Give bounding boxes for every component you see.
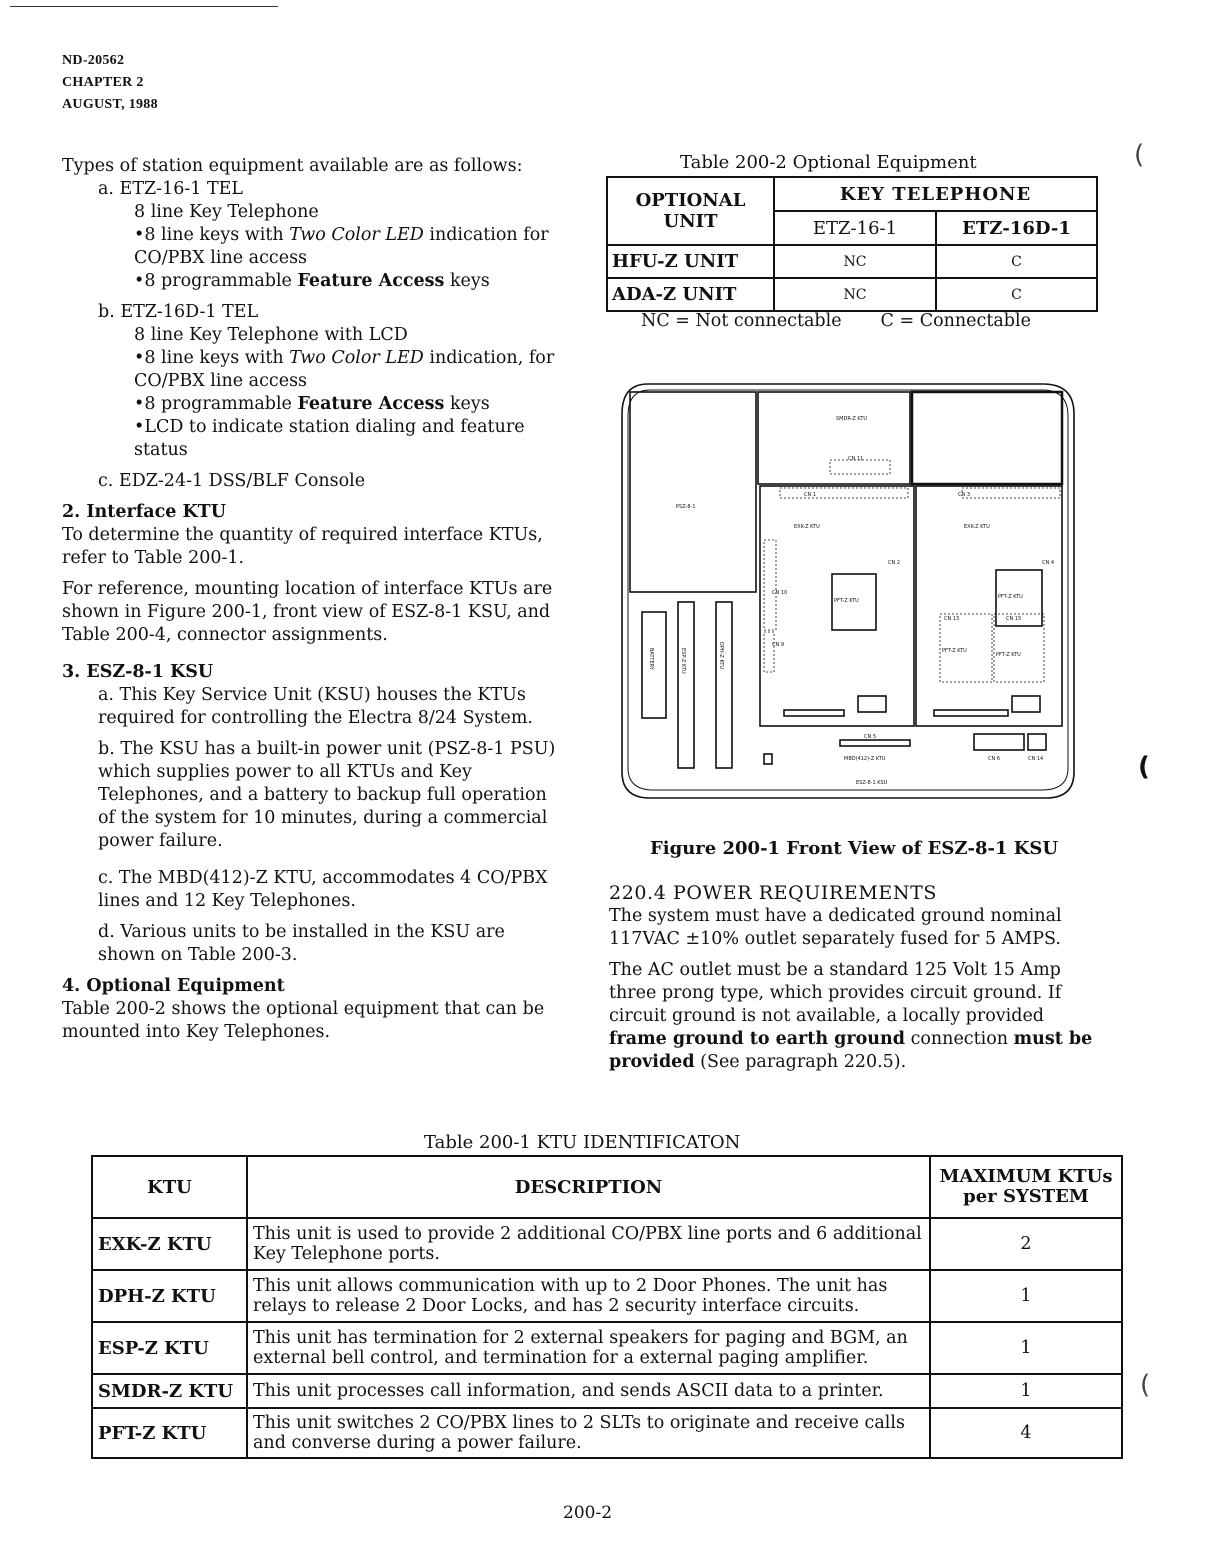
item-b-bullet1-cont: CO/PBX line access bbox=[134, 371, 308, 391]
label-cn5: CN 5 bbox=[864, 734, 877, 740]
row-description: This unit processes call information, and sends ASCII data to a printer. bbox=[247, 1374, 930, 1408]
item-a-bullet1-cont: CO/PBX line access bbox=[134, 248, 308, 268]
exk-right-box bbox=[916, 486, 1062, 726]
label-pft-center: PFT-Z KTU bbox=[834, 598, 859, 604]
section-2-title: 2. Interface KTU bbox=[62, 502, 226, 522]
small-connector-right bbox=[1012, 696, 1040, 712]
label-cn14: CN 14 bbox=[1028, 756, 1044, 762]
label-pft-right: PFT-Z KTU bbox=[998, 594, 1023, 600]
section-3-d: d. Various units to be installed in the KSU are shown on Table 200-3. bbox=[98, 922, 505, 965]
row-ktu: ESP-Z KTU bbox=[92, 1322, 247, 1374]
row-unit: HFU-Z UNIT bbox=[607, 245, 774, 278]
table-row bbox=[92, 1322, 1122, 1374]
head-ktu: KTU bbox=[92, 1156, 247, 1218]
table-row bbox=[92, 1270, 1122, 1322]
head-description: DESCRIPTION bbox=[247, 1156, 930, 1218]
label-smdr: SMDR-Z KTU bbox=[836, 416, 868, 422]
label-exk-right: EXK-Z KTU bbox=[964, 524, 990, 530]
head-etz-16d-1: ETZ-16D-1 bbox=[936, 211, 1097, 245]
power-requirements-title: 220.4 POWER REQUIREMENTS bbox=[609, 882, 938, 904]
label-esp: ESP-Z KTU bbox=[680, 648, 686, 674]
head-etz-16-1: ETZ-16-1 bbox=[774, 211, 936, 245]
row-max: 4 bbox=[930, 1408, 1122, 1458]
table-200-1-caption: Table 200-1 KTU IDENTIFICATON bbox=[424, 1132, 741, 1153]
row-value-1: NC bbox=[774, 245, 936, 278]
document-header bbox=[62, 50, 158, 116]
table-row bbox=[607, 245, 1097, 278]
bar-right bbox=[934, 710, 1008, 716]
label-psz: PSZ-8-1 bbox=[676, 504, 696, 510]
label-cn3: CN 3 bbox=[958, 492, 971, 498]
table-row bbox=[92, 1218, 1122, 1270]
row-ktu: EXK-Z KTU bbox=[92, 1218, 247, 1270]
label-cn9: CN 9 bbox=[772, 642, 785, 648]
row-ktu: DPH-Z KTU bbox=[92, 1270, 247, 1322]
chapter: CHAPTER 2 bbox=[62, 75, 144, 90]
row-value-2: C bbox=[936, 245, 1097, 278]
label-esz: ESZ-8-1 KSU bbox=[856, 780, 888, 786]
table-row bbox=[92, 1374, 1122, 1408]
section-3-c: c. The MBD(412)-Z KTU, accommodates 4 CO/PBX lines and 12 Key Telephones. bbox=[98, 868, 548, 911]
item-b-bullet1: •8 line keys with Two Color LED indication, for bbox=[134, 348, 555, 368]
right-column bbox=[609, 882, 1103, 1074]
power-para2: The AC outlet must be a standard 125 Volt 15 Amp three prong type, which provides circuit ground. If circuit ground is not available, a locally provided frame ground to earth ground connection must be provided (See paragraph 220.5). bbox=[609, 960, 1093, 1072]
section-4-title: 4. Optional Equipment bbox=[62, 976, 285, 996]
row-description: This unit is used to provide 2 additional CO/PBX line ports and 6 additional Key Telephone ports. bbox=[247, 1218, 930, 1270]
small-connector-left bbox=[858, 696, 886, 712]
label-cn11: CN 11 bbox=[848, 456, 864, 462]
row-value-2: C bbox=[936, 278, 1097, 311]
cn5-bar bbox=[840, 740, 910, 746]
label-cn13: CN 13 bbox=[944, 616, 960, 622]
row-max: 1 bbox=[930, 1270, 1122, 1322]
margin-mark: ( bbox=[1138, 752, 1150, 782]
row-description: This unit has termination for 2 external speakers for paging and BGM, an external bell control, and termination for a external paging amplifier. bbox=[247, 1322, 930, 1374]
top-rule bbox=[10, 6, 278, 7]
ktu-identification-table bbox=[91, 1155, 1123, 1459]
psu-box bbox=[630, 392, 756, 592]
date: AUGUST, 1988 bbox=[62, 97, 158, 112]
right-top-box bbox=[912, 392, 1062, 484]
item-c-title: c. EDZ-24-1 DSS/BLF Console bbox=[98, 471, 366, 491]
label-cn1: CN 1 bbox=[804, 492, 817, 498]
item-b-bullet3-cont: status bbox=[134, 440, 188, 460]
intro-text: Types of station equipment available are as follows: bbox=[62, 156, 523, 176]
row-description: This unit allows communication with up to 2 Door Phones. The unit has relays to release 2 Door Locks, and has 2 security interface circuits. bbox=[247, 1270, 930, 1322]
cn14-connector bbox=[1028, 734, 1046, 750]
table-row bbox=[607, 278, 1097, 311]
item-b-line1: 8 line Key Telephone with LCD bbox=[134, 325, 408, 345]
label-pft-b: PFT-Z KTU bbox=[996, 652, 1021, 658]
head-key-telephone: KEY TELEPHONE bbox=[774, 177, 1097, 211]
power-para1: The system must have a dedicated ground nominal 117VAC ±10% outlet separately fused for 5 AMPS. bbox=[609, 906, 1062, 949]
label-pft-a: PFT-Z KTU bbox=[942, 648, 967, 654]
figure-200-1-caption: Figure 200-1 Front View of ESZ-8-1 KSU bbox=[650, 838, 1059, 859]
esp-ktu-slot bbox=[678, 602, 694, 768]
table-row bbox=[92, 1408, 1122, 1458]
ksu-outline-outer bbox=[622, 384, 1074, 798]
label-cn6: CN 6 bbox=[988, 756, 1001, 762]
section-2-para2: For reference, mounting location of interface KTUs are shown in Figure 200-1, front view of ESZ-8-1 KSU, and Table 200-4, connector assignments. bbox=[62, 579, 553, 645]
bar-left bbox=[784, 710, 844, 716]
doc-number: ND-20562 bbox=[62, 53, 125, 68]
row-max: 1 bbox=[930, 1374, 1122, 1408]
row-max: 2 bbox=[930, 1218, 1122, 1270]
label-battery: BATTERY bbox=[648, 648, 654, 670]
section-3-b: b. The KSU has a built-in power unit (PSZ-8-1 PSU) which supplies power to all KTUs and Key Telephones, and a battery to backup full operation of the system for 10 minutes, during a commercial power failure. bbox=[98, 739, 556, 851]
label-cn2: CN 2 bbox=[888, 560, 901, 566]
section-4-para: Table 200-2 shows the optional equipment that can be mounted into Key Telephones. bbox=[62, 999, 545, 1042]
page-number: 200-2 bbox=[563, 1503, 613, 1523]
section-3-a: a. This Key Service Unit (KSU) houses the KTUs required for controlling the Electra 8/24 System. bbox=[98, 685, 533, 728]
row-unit: ADA-Z UNIT bbox=[607, 278, 774, 311]
dph-ktu-slot bbox=[716, 602, 732, 768]
row-value-1: NC bbox=[774, 278, 936, 311]
item-b-bullet3: •LCD to indicate station dialing and feature bbox=[134, 417, 525, 437]
row-max: 1 bbox=[930, 1322, 1122, 1374]
label-cn15: CN 15 bbox=[1006, 616, 1022, 622]
row-ktu: PFT-Z KTU bbox=[92, 1408, 247, 1458]
item-a-bullet2: •8 programmable Feature Access keys bbox=[134, 271, 490, 291]
item-b-title: b. ETZ-16D-1 TEL bbox=[98, 302, 259, 322]
table-200-2-caption: Table 200-2 Optional Equipment bbox=[680, 152, 977, 173]
label-dph: DPH-Z KTU bbox=[718, 642, 724, 670]
head-maximum: MAXIMUM KTUs per SYSTEM bbox=[930, 1156, 1122, 1218]
item-a-title: a. ETZ-16-1 TEL bbox=[98, 179, 244, 199]
item-a-line1: 8 line Key Telephone bbox=[134, 202, 319, 222]
cn6-connector bbox=[974, 734, 1024, 750]
label-mbd: MBD(412)-Z KTU bbox=[844, 756, 886, 762]
margin-mark: ( bbox=[1140, 1370, 1151, 1400]
smdr-ktu-box bbox=[758, 392, 910, 484]
small-square bbox=[764, 754, 772, 764]
section-3-title: 3. ESZ-8-1 KSU bbox=[62, 662, 214, 682]
row-ktu: SMDR-Z KTU bbox=[92, 1374, 247, 1408]
label-exk-left: EXK-Z KTU bbox=[794, 524, 820, 530]
row-description: This unit switches 2 CO/PBX lines to 2 SLTs to originate and receive calls and converse during a power failure. bbox=[247, 1408, 930, 1458]
section-2-para1: To determine the quantity of required interface KTUs, refer to Table 200-1. bbox=[62, 525, 543, 568]
item-a-bullet1: •8 line keys with Two Color LED indication for bbox=[134, 225, 549, 245]
left-column bbox=[62, 155, 562, 1044]
exk-left-box bbox=[760, 486, 914, 726]
ksu-front-view-diagram bbox=[618, 380, 1078, 802]
head-optional-unit: OPTIONAL UNIT bbox=[607, 177, 774, 245]
optional-equipment-table bbox=[606, 176, 1098, 312]
label-cn10: CN 10 bbox=[772, 590, 788, 596]
item-b-bullet2: •8 programmable Feature Access keys bbox=[134, 394, 490, 414]
margin-mark: ( bbox=[1134, 140, 1145, 170]
table-200-2-legend: NC = Not connectable C = Connectable bbox=[641, 311, 1031, 331]
label-cn4: CN 4 bbox=[1042, 560, 1055, 566]
